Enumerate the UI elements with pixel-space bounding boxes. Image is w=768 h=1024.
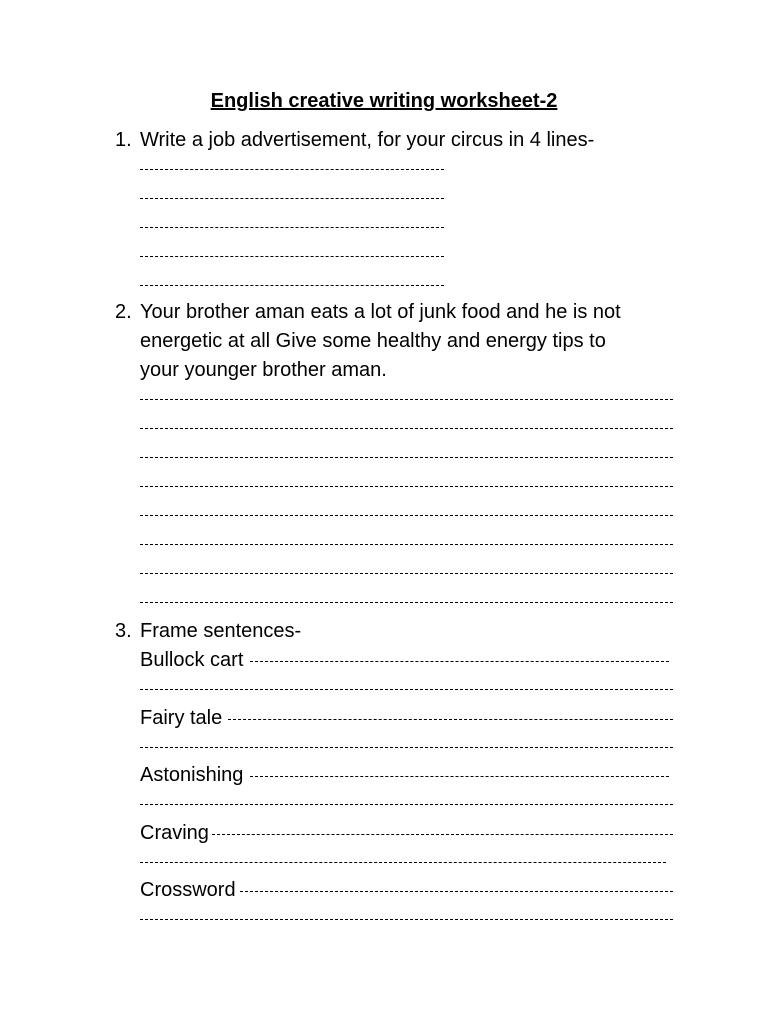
question-text-line: your younger brother aman. (140, 359, 387, 381)
answer-line[interactable] (140, 198, 444, 199)
answer-line[interactable] (140, 544, 673, 545)
answer-line[interactable] (140, 573, 673, 574)
answer-line[interactable] (140, 486, 673, 487)
answer-line[interactable] (140, 428, 673, 429)
question-text-line: Your brother aman eats a lot of junk food and he is not (140, 301, 621, 323)
question-number: 3. (115, 620, 132, 642)
answer-line[interactable] (140, 457, 673, 458)
question-number: 1. (115, 129, 132, 151)
question-number: 2. (115, 301, 132, 323)
worksheet-title: English creative writing worksheet-2 (210, 90, 558, 112)
answer-line[interactable] (212, 834, 673, 835)
answer-line[interactable] (250, 661, 669, 662)
answer-line[interactable] (140, 227, 444, 228)
answer-line[interactable] (140, 862, 666, 863)
answer-line[interactable] (140, 285, 444, 286)
word-bullock-cart: Bullock cart (140, 649, 244, 671)
answer-line[interactable] (140, 399, 673, 400)
answer-line[interactable] (140, 256, 444, 257)
question-text: Frame sentences- (140, 620, 302, 642)
word-craving: Craving (140, 822, 209, 844)
answer-line[interactable] (140, 804, 673, 805)
answer-line[interactable] (140, 515, 673, 516)
answer-line[interactable] (140, 747, 673, 748)
word-astonishing: Astonishing (140, 764, 244, 786)
answer-line[interactable] (140, 602, 673, 603)
answer-line[interactable] (140, 169, 444, 170)
answer-line[interactable] (140, 689, 673, 690)
word-fairy-tale: Fairy tale (140, 707, 223, 729)
answer-line[interactable] (228, 719, 673, 720)
word-crossword: Crossword (140, 879, 236, 901)
question-text: Write a job advertisement, for your circus in 4 lines- (140, 129, 595, 151)
question-text-line: energetic at all Give some healthy and energy tips to (140, 330, 606, 352)
answer-line[interactable] (240, 891, 673, 892)
answer-line[interactable] (140, 919, 673, 920)
answer-line[interactable] (250, 776, 669, 777)
